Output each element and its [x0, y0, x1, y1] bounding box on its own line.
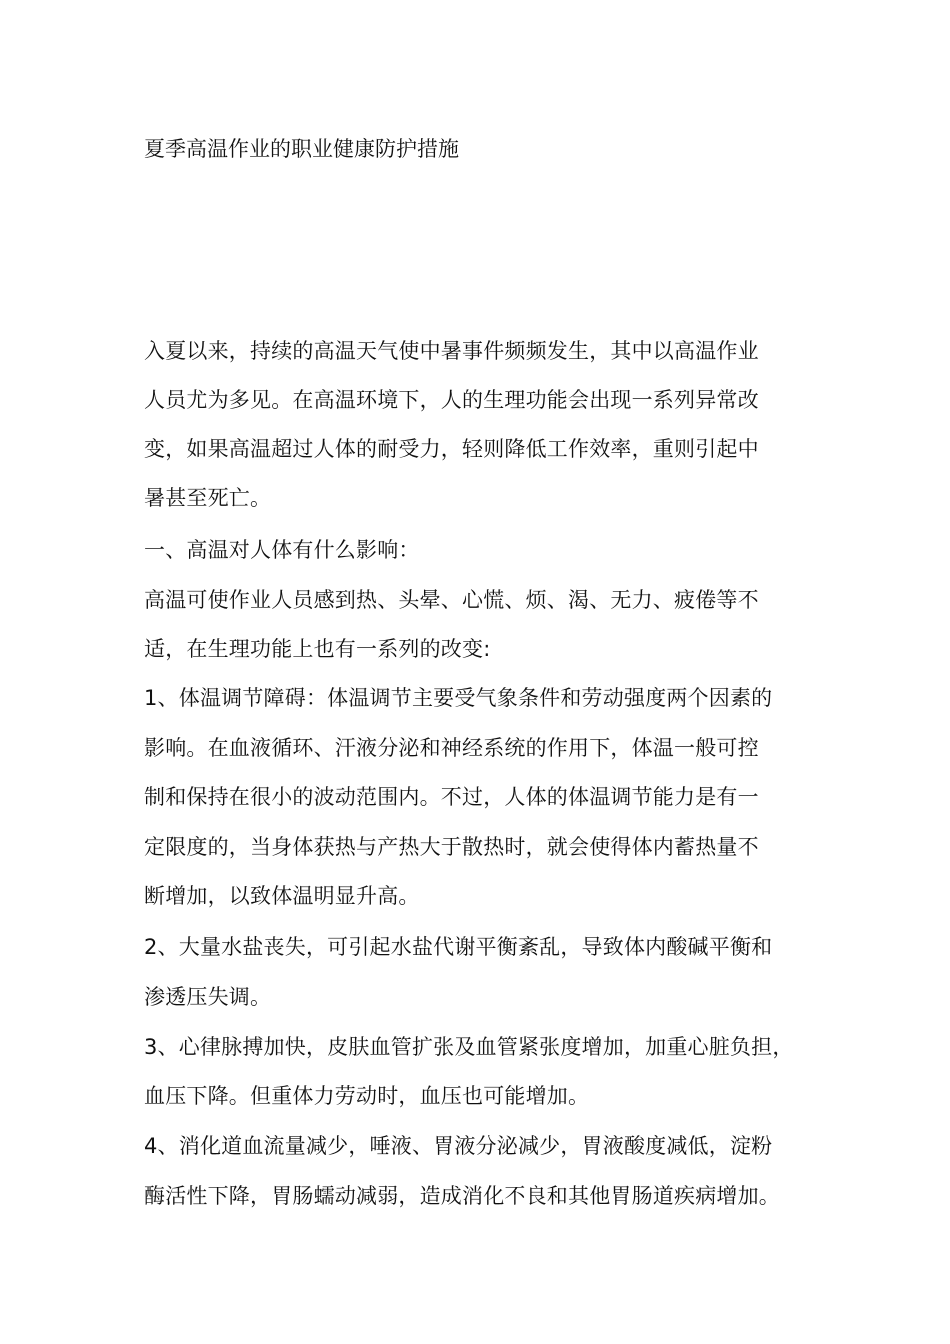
list-item-line: 定限度的，当身体获热与产热大于散热时，就会使得体内蓄热量不	[144, 835, 759, 859]
list-item-line: 影响。在血液循环、汗液分泌和神经系统的作用下，体温一般可控	[144, 736, 759, 760]
document-title: 夏季高温作业的职业健康防护措施	[144, 137, 459, 161]
list-item-line: 酶活性下降，胃肠蠕动减弱，造成消化不良和其他胃肠道疾病增加。	[144, 1184, 780, 1208]
section-heading: 一、高温对人体有什么影响：	[144, 538, 420, 562]
body-line: 人员尤为多见。在高温环境下，人的生理功能会出现一系列异常改	[144, 388, 759, 412]
body-line: 暑甚至死亡。	[144, 486, 272, 510]
list-item-line: 2、大量水盐丧失，可引起水盐代谢平衡紊乱，导致体内酸碱平衡和	[144, 935, 773, 959]
body-line: 高温可使作业人员感到热、头晕、心慌、烦、渴、无力、疲倦等不	[144, 588, 759, 612]
body-line: 适，在生理功能上也有一系列的改变:	[144, 637, 491, 661]
list-item-line: 1、体温调节障碍：体温调节主要受气象条件和劳动强度两个因素的	[144, 686, 773, 710]
list-item-line: 血压下降。但重体力劳动时，血压也可能增加。	[144, 1084, 590, 1108]
list-item-line: 制和保持在很小的波动范围内。不过，人体的体温调节能力是有一	[144, 785, 759, 809]
body-line: 入夏以来，持续的高温天气使中暑事件频频发生，其中以高温作业	[144, 339, 759, 363]
list-item-line: 断增加，以致体温明显升高。	[144, 884, 420, 908]
list-item-line: 4、消化道血流量减少，唾液、胃液分泌减少，胃液酸度减低，淀粉	[144, 1134, 773, 1158]
list-item-line: 渗透压失调。	[144, 985, 272, 1009]
list-item-line: 3、心律脉搏加快，皮肤血管扩张及血管紧张度增加，加重心脏负担，	[144, 1035, 794, 1059]
body-line: 变，如果高温超过人体的耐受力，轻则降低工作效率，重则引起中	[144, 437, 759, 461]
